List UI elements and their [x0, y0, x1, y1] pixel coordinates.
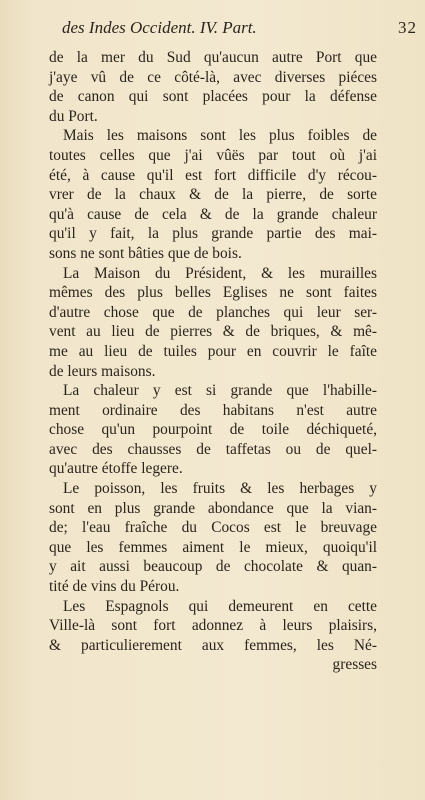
- paragraph: [49, 479, 377, 597]
- catchword: gresses: [332, 656, 377, 674]
- paragraph: [49, 48, 377, 126]
- text-line: vrer de la chaux & de la pierre, de sorte: [49, 186, 377, 204]
- page-number: 32: [398, 18, 417, 37]
- text-line: La chaleur y est si grande que l'habille-: [63, 382, 377, 400]
- text-line: de la mer du Sud qu'aucun autre Port que: [49, 49, 377, 66]
- paragraph: [49, 597, 377, 656]
- text-line: d'autre chose que de planches qui leur ser-: [49, 303, 377, 321]
- text-line: qu'autre étoffe legere.: [49, 460, 183, 478]
- text-line: Ville-là sont fort adonnez à leurs plaisirs,: [49, 617, 377, 635]
- text-line: La Maison du Président, & les murailles: [63, 264, 377, 282]
- text-line: ment ordinaire des habitans n'est autre: [49, 401, 377, 419]
- text-line: sont en plus grande abondance que la vian-: [49, 499, 377, 517]
- text-line: tité de vins du Pérou.: [49, 578, 180, 596]
- text-line: de leurs maisons.: [49, 362, 156, 380]
- text-line: me au lieu de tuiles pour en couvrir le faîte: [49, 342, 377, 360]
- text-line: avec des chausses de taffetas ou de quel-: [49, 440, 377, 458]
- text-line: qu'il y fait, la plus grande partie des mai-: [49, 225, 377, 243]
- text-line: que les femmes aiment le mieux, quoiqu'il: [49, 538, 377, 556]
- text-line: qu'à cause de cela & de la grande chaleur: [49, 205, 377, 223]
- text-line: de canon qui sont placées pour la défense: [49, 88, 377, 106]
- running-title: des Indes Occident. IV. Part.: [62, 18, 257, 37]
- text-line: & particulierement aux femmes, les Né-: [49, 636, 377, 654]
- text-line: du Port.: [49, 107, 98, 125]
- text-line: j'aye vû de ce côté-là, avec diverses piéces: [49, 68, 377, 86]
- text-line: Mais les maisons sont les plus foibles de: [63, 127, 377, 145]
- paragraph: [49, 264, 377, 382]
- text-line: de; l'eau fraîche du Cocos est le breuvage: [49, 519, 377, 537]
- paragraph: [49, 381, 377, 479]
- text-line: mêmes des plus belles Eglises ne sont faites: [49, 284, 377, 302]
- text-line: Le poisson, les fruits & les herbages y: [63, 480, 377, 498]
- text-line: toutes celles que j'ai vûës par tout où j'ai: [49, 146, 377, 164]
- text-line: été, à cause qu'il est fort difficile d'y récou-: [49, 166, 377, 184]
- text-line: sons ne sont bâties que de bois.: [49, 244, 242, 262]
- page-header: [62, 18, 417, 44]
- text-line: chose qu'un pourpoint de toile déchiqueté,: [49, 421, 377, 439]
- text-line: y ait aussi beaucoup de chocolate & quan-: [49, 558, 377, 576]
- text-line: vent au lieu de pierres & de briques, & mê-: [49, 323, 377, 341]
- paragraph: [49, 126, 377, 263]
- text-body: [49, 48, 377, 675]
- text-line: Les Espagnols qui demeurent en cette: [63, 597, 377, 615]
